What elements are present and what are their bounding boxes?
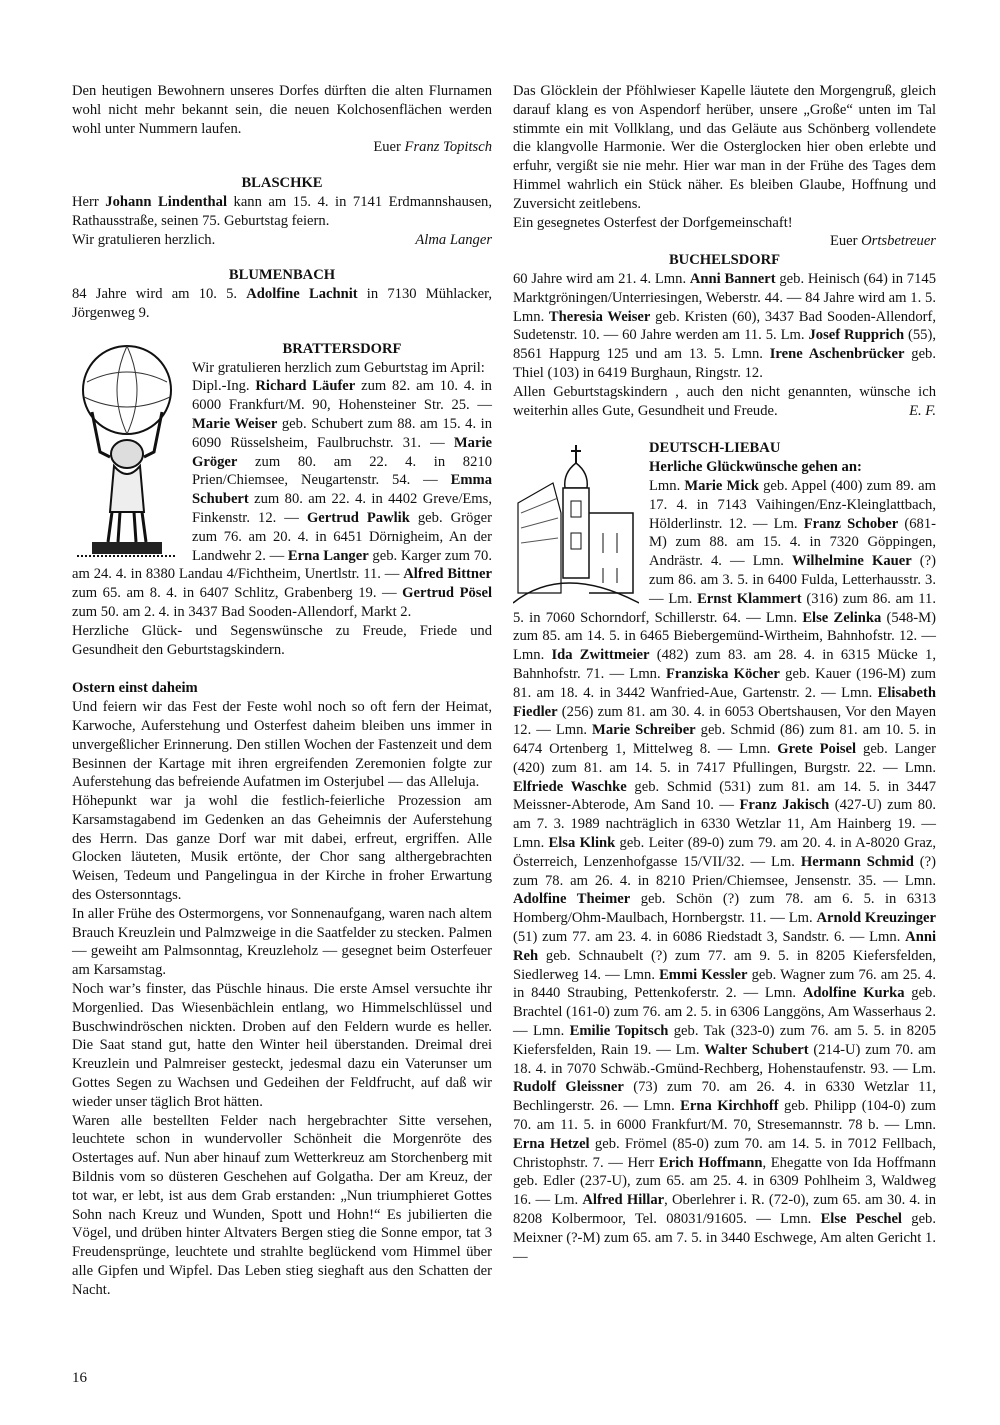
entry-name: Hermann Schmid [800, 853, 914, 870]
section-title-buchelsdorf: BUCHELSDORF [668, 252, 781, 269]
entry-details: geb. Philipp (104-0) zum 70. am 11. 5. in 6000 Frankfurt/M. 70, Stresemannstr. 78 b. — Lmn. [513, 1098, 936, 1134]
section-title-ostern: Ostern einst daheim [72, 680, 198, 697]
entry-details: geb. Schnaubelt (?) zum 77. am 9. 5. in 8205 Kiefersfelden, Siedlerweg 14. — Lmn. [513, 947, 936, 983]
ostern-paragraph-2: Höhepunkt war ja wohl die festlich-feierliche Prozession am Karsamstagabend im Gedenken an das Geheimnis der Auferstehung des Herrn. Das ganze Dorf war mit dabei, erfreut, ergriffen. Alle Glocken läuteten, Musik ertönte, der Chor sang althergebrachten Weisen, Tedeum und Pangelingua in der Kirche in froher Erwartung des Ostersonntags. [72, 793, 492, 904]
section-title-deutsch-liebau: DEUTSCH-LIEBAU [649, 440, 781, 457]
ostern-paragraph-3: In aller Frühe des Ostermorgens, vor Sonnenaufgang, waren nach altem Brauch Kreuzlein und Palmzweige in die Saatfelder zu stecken. Palmen — geweiht am Palmsonntag, Kreuzleholz — gesegnet beim Osterfeuer am Karsamstag. [72, 905, 492, 979]
entry-details: (73) zum 70. am 26. 4. in 6330 Wetzlar 11, Bechlingerstr. 26. — Lmn. [513, 1079, 937, 1115]
brattersdorf-list: Dipl.-Ing. Richard Läufer zum 82. am 10. 4. in 6000 Frankfurt/M. 90, Hohensteiner Str. 25. — Marie Weiser geb. Schubert zum 88. am 15. 4. in 6090 Rüsselsheim, Faulbruchstr. 31. — Marie Gröger zum 80. am 22. 4. in 8210 Prien/Chiemsee, Neugartenstr. 54. — Emma Schubert zum 80. am 22. 4. in 4402 Greve/Ems, Finkenstr. 12. — Gertrud Pawlik geb. Gröger zum 76. am 20. 4. in 6451 Dörnigheim, An der Landwehr 2. — Erna Langer geb. Karger zum 70. am 24. 4. in 8380 Landau 4/Fichtheim, Unertlstr. 11. — Alfred Bittner zum 65. am 8. 4. in 6407 Schlitz, Grabenberg 19. — Gertrud Pösel zum 50. am 2. 4. in 3437 Bad Sooden-Allendorf, Markt 2. [72, 378, 493, 620]
entry-name: Anni Reh [513, 929, 936, 964]
intro-signature: Euer Franz Topitsch [373, 139, 492, 156]
entry-name: Emilie Topitsch [569, 1023, 669, 1040]
entry-name: Walter Schubert [704, 1041, 809, 1058]
entry-details: (256) zum 81. am 30. 4. in 6053 Obertshausen, Vor den Mayen 12. — Lmn. [513, 703, 936, 739]
left-column [72, 82, 492, 1300]
entry-name: Wilhelmine Kauer [792, 553, 912, 570]
ostern-paragraph-1: Und feiern wir das Fest der Feste wohl noch so oft fern der Heimat, Karwoche, Auferstehung und Osterfest daheim bleiben uns immer in unvergeßlicher Erinnerung. Den stillen Wochen der Fastenzeit und dem Besinnen der Kartage mit ihren ergreifenden Zeremonien folgte zur Auferstehung das befreiende Aufatmen im Osterjubel — das Alleluja. [72, 699, 492, 791]
entry-name: Marie Schreiber [592, 722, 696, 739]
entry-name: Alfred Hillar [582, 1192, 665, 1209]
entry-name: Grete Poisel [777, 741, 857, 758]
entry-details: geb. Schmid (86) zum 81. am 10. 5. in 6474 Ortenberg 1, Mittelweg 8. — Lmn. [513, 722, 936, 758]
entry-name: Else Zelinka [802, 609, 882, 626]
entry-name: Elisabeth Fiedler [513, 684, 936, 720]
entry-details: geb. Schmid (531) zum 81. am 14. 5. in 3447 Meissner-Abterode, Am Sand 10. — [513, 778, 936, 814]
entry-details: (?) zum 78. am 26. 4. in 8210 Prien/Chiemsee, Jensenstr. 35. — Lmn. [513, 853, 936, 889]
entry-details: geb. Langer (420) zum 81. am 14. 5. in 7417 Pfullingen, Burgstr. 22. — Lmn. [513, 741, 936, 776]
entry-name: Arnold Kreuzinger [816, 910, 936, 927]
ortsbetreuer-signature: Euer Ortsbetreuer [829, 233, 936, 250]
entry-name: Franz Jakisch [739, 797, 830, 814]
entry-details: geb. Schön (?) zum 78. am 6. 5. in 6313 Homberg/Ohm-Maulbach, Hornbergstr. 11. — Lm. [513, 891, 936, 927]
easter-wish: Ein gesegnetes Osterfest der Dorfgemeinschaft! [513, 214, 793, 231]
entry-name: Adolfine Theimer [513, 891, 631, 908]
entry-details: (?) zum 86. am 3. 5. in 6400 Fulda, Letterhausstr. 3. — Lm. [649, 553, 936, 607]
intro-paragraph: Den heutigen Bewohnern unseres Dorfes dürften die alten Flurnamen wohl nicht mehr bekannt sein, die neuen Kolchosenflächen werden wohl unter Nummern laufen. [72, 83, 492, 137]
page-number: 16 [72, 1370, 87, 1386]
entry-details: geb. Meixner (?-M) zum 65. am 7. 5. in 3440 Eschwege, Am alten Gericht 1. — [513, 1211, 937, 1265]
entry-details: , Ehegatte von Ida Hoffmann geb. Edler (237-U), zum 65. am 25. 4. in 6309 Pohlheim 3, Waldweg 16. — Lm. [513, 1154, 937, 1209]
entry-details: geb. Frömel (85-0) zum 70. am 14. 5. in 7012 Fellbach, Christophstr. 7. — Herr [513, 1135, 936, 1171]
blumenbach-text: 84 Jahre wird am 10. 5. Adolfine Lachnit in 7130 Mühlacker, Jörgenweg 9. [72, 286, 492, 321]
entry-name: Else Peschel [820, 1211, 902, 1228]
brattersdorf-closing: Herzliche Glück- und Segenswünsche zu Freude, Friede und Gesundheit den Geburtstagskindern. [72, 622, 492, 658]
entry-name: Ernst Klammert [697, 590, 802, 607]
right-intro-paragraph: Das Glöcklein der Pföhlwieser Kapelle läutete den Morgengruß, gleich darauf klang es von Aspendorf herüber, unsere „Große“ unten im Tal stimmte ein mit Vollklang, und das Geläute aus Schönberg vollendete die klangvolle Harmonie. Wer die Osterglocken hier oben erlebte und erfuhr, vergißt sie nie mehr. Hier war man in der Frühe des Tages dem Himmel wahrlich ein Stück näher. Es bleiben Glaube, Hoffnung und Zuversicht zeitlebens. [513, 83, 936, 212]
entry-prefix: Lmn. [649, 477, 685, 494]
entry-name: Rudolf Gleissner [513, 1079, 624, 1096]
entry-name: Franz Schober [803, 515, 899, 532]
church-illustration [513, 443, 639, 608]
entry-name: Erich Hoffmann [658, 1154, 763, 1171]
entry-details: geb. Leiter (89-0) zum 79. am 20. 4. in A-8020 Graz, Österreich, Lenzenhofgasse 15/VII/32. — Lm. [513, 835, 936, 870]
section-title-brattersdorf: BRATTERSDORF [282, 340, 402, 357]
entry-name: Elfriede Waschke [513, 778, 627, 795]
entry-name: Erna Hetzel [513, 1135, 590, 1152]
entry-details: (548-M) zum 85. am 14. 5. in 6465 Biebergemünd-Wirtheim, Bahnhofstr. 12. — Lmn. [513, 609, 936, 664]
section-title-blaschke: BLASCHKE [241, 175, 323, 192]
entry-name: Marie Mick [684, 477, 759, 494]
entry-details: (427-U) zum 80. am 7. 3. 1989 nachträglich in 6330 Wetzlar 11, Am Hainberg 19. — Lmn. [513, 797, 937, 852]
buchelsdorf-list: 60 Jahre wird am 21. 4. Lmn. Anni Bannert geb. Heinisch (64) in 7145 Marktgröningen/Unterriesingen, Weberstr. 44. — 84 Jahre wird am 1. 5. Lmn. Theresia Weiser geb. Kristen (60), 3437 Bad Sooden-Allendorf, Sudetenstr. 10. — 60 Jahre werden am 11. 5. Lm. Josef Rupprich (55), 8561 Happurg 125 und am 13. 5. Lmn. Irene Aschenbrücker geb. Thiel (103) in 6419 Burghaun, Ringstr. 12. [513, 270, 936, 381]
entry-name: Erna Kirchhoff [680, 1098, 779, 1115]
entry-details: geb. Kauer (196-M) zum 81. am 18. 4. in 3442 Wanfried-Aue, Gartenstr. 2. — Lmn. [513, 665, 937, 701]
entry-name: Emmi Kessler [659, 966, 748, 983]
brattersdorf-intro: Wir gratulieren herzlich zum Geburtstag im April: [192, 359, 485, 376]
deutsch-liebau-subtitle: Herliche Glückwünsche gehen an: [649, 459, 862, 476]
entry-details: , Oberlehrer i. R. (72-0), zum 65. am 30. 4. in 8208 Kolbermoor, Tel. 08031/91605. — Lmn. [513, 1192, 936, 1228]
ostern-paragraph-5: Waren alle bestellten Felder nach hergebrachter Sitte versehen, leuchtete schon in wundervoller Schönheit die Morgenröte des Ostertages auf. Nun aber hinauf zum Wetterkreuz am Storchenberg mit Bildnis vom so düsteren Geschehen auf Golgatha. Der am Kreuz, der tot war, er lebt, ist aus dem Grab erstanden: „Nun triumphieret Gottes Sohn nach Kreuz und Wunden, Spott und Hohn!“ Es jubilierten die Vögel, und drüben hinter Altvaters Bergen stieg die Sonne empor, tat 3 Freudensprünge, leuchtete und strahlte beglückend vom Himmel über alle Gipfen und Wipfel. Das Leben stieg sieghaft aus den Schatten der Nacht. [72, 1112, 492, 1298]
entry-details: geb. Appel (400) zum 89. am 17. 4. in 7143 Vaihingen/Enz-Kleinglattbach, Hölderlinstr. 12. — Lm. [649, 477, 936, 532]
buchelsdorf-closing: Allen Geburtstagskindern , auch den nicht genannten, wünsche ich weiterhin alles Gute, Gesundheit und Freude. E. F. [513, 383, 936, 419]
entry-details: geb. Wagner zum 76. am 25. 4. in 8440 Straubing, Pettenkoferstr. 2. — Lmn. [513, 966, 936, 1002]
entry-details: (214-U) zum 70. am 18. 4. in 7070 Schwäb.-Gmünd-Rechberg, Hohenstaufenstr. 93. — Lm. [513, 1041, 936, 1077]
entry-details: geb. Brachtel (161-0) zum 76. am 2. 5. in 6306 Langgöns, Am Wasserhaus 2. — Lmn. [513, 985, 936, 1040]
entry-name: Adolfine Kurka [802, 985, 905, 1002]
blaschke-text: Herr Johann Lindenthal kann am 15. 4. in 7141 Erdmannshausen, Rathausstraße, seinen 75. Geburtstag feiern. [72, 193, 492, 229]
entry-details: (482) zum 83. am 28. 4. in 6315 Mücke 1, Bahnhofstr. 71. — Lmn. [513, 647, 936, 682]
entry-details: geb. Tak (323-0) zum 76. am 5. 5. in 8205 Kiefersfelden, Rain 19. — Lm. [513, 1023, 936, 1058]
right-column [513, 82, 936, 1266]
section-title-blumenbach: BLUMENBACH [228, 267, 336, 284]
blaschke-closing: Wir gratulieren herzlich. Alma Langer [72, 231, 492, 248]
entry-details: (681-M) zum 88. am 15. 4. in 7320 Göppingen, Andrästr. 4. — Lmn. [649, 515, 936, 570]
entry-details: (51) zum 77. am 23. 4. in 6086 Riedstadt 3, Sandstr. 6. — Lmn. [513, 929, 906, 946]
entry-details: (316) zum 86. am 11. 5. in 7060 Schorndorf, Schillerstr. 64. — Lmn. [513, 590, 936, 626]
atlas-statue-illustration [72, 342, 182, 564]
entry-name: Ida Zwittmeier [551, 647, 650, 664]
entry-name: Elsa Klink [548, 835, 616, 852]
ostern-paragraph-4: Noch war’s finster, das Püschle hinaus. Die erste Amsel versuchte ihr Morgenlied. Das Wiesenbächlein entlang, wo Himmelschlüssel und Buschwindröschen nickten. Droben auf den Feldern wurde es heller. Die Saat stand gut, hatte den Winter heil überstanden. Dreimal drei Kreuzlein und Palmreiser gesteckt, jedesmal dazu ein Vaterunser um Gottes Segen zu Wachsen und Gedeihen der Feldfrucht, auf daß wir wieder unser täglich Brot hätten. [72, 981, 492, 1110]
entry-name: Franziska Köcher [665, 665, 780, 682]
